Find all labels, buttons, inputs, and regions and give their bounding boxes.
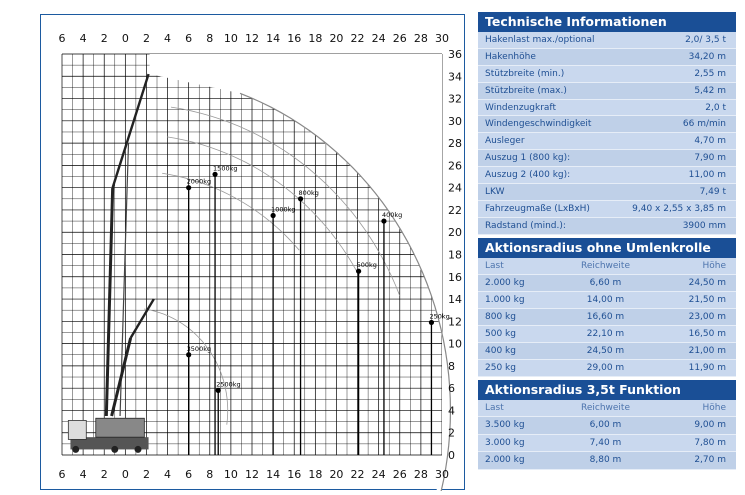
main_points-point <box>186 185 191 190</box>
x-tick-label: 24 <box>371 468 386 481</box>
x-tick-label: 30 <box>435 32 449 45</box>
funk-cell: 7,40 m <box>589 437 622 448</box>
short_points-label: 3500kg <box>186 344 212 353</box>
ohne-header-cell: Last <box>485 260 504 271</box>
ohne-cell: 6,60 m <box>589 277 622 288</box>
tech-value: 7,49 t <box>699 186 726 197</box>
tech-value: 2,0/ 3,5 t <box>685 34 726 45</box>
x-tick-label: 6 <box>185 32 193 45</box>
tech-value: 5,42 m <box>694 85 726 96</box>
y-tick-label: 20 <box>448 226 462 240</box>
x-tick-label: 16 <box>287 468 302 481</box>
load-chart-svg <box>41 15 466 491</box>
x-tick-label: 14 <box>266 468 281 481</box>
main_points-point <box>381 218 386 223</box>
x-tick-label: 0 <box>121 32 129 45</box>
ohne-header-row <box>478 258 736 275</box>
x-tick-label: 18 <box>308 32 323 45</box>
funk-row <box>478 417 736 435</box>
tech-row <box>478 201 736 218</box>
tech-label: LKW <box>485 186 505 197</box>
tech-row <box>478 218 736 235</box>
x-tick-label: 26 <box>392 32 407 45</box>
tech-value: 2,0 t <box>705 102 726 113</box>
ohne-cell: 22,10 m <box>586 328 625 339</box>
y-tick-label: 30 <box>448 114 462 128</box>
y-tick-label: 18 <box>448 248 462 262</box>
x-tick-label: 2 <box>100 468 108 481</box>
funk-cell: 3.000 kg <box>485 437 525 448</box>
ohne-row <box>478 360 736 377</box>
y-tick-label: 26 <box>448 159 462 173</box>
x-tick-label: 20 <box>329 32 344 45</box>
ohne-header-cell: Höhe <box>702 260 726 271</box>
x-tick-label: 12 <box>245 468 259 481</box>
short_points-label: 2500kg <box>216 380 241 389</box>
tech-value: 2,55 m <box>694 68 726 79</box>
y-tick-label: 32 <box>448 92 462 106</box>
main_points-label: 1000kg <box>271 205 296 214</box>
main-boom-lower <box>106 188 112 416</box>
tech-row <box>478 100 736 117</box>
tech-value: 11,00 m <box>688 170 726 181</box>
y-tick-label: 36 <box>448 48 462 61</box>
truck-wheel <box>111 446 118 453</box>
short_points-point <box>186 352 191 357</box>
x-tick-label: 6 <box>58 468 66 481</box>
radius-without-pulley-title: Aktionsradius ohne Umlenkrolle <box>478 238 736 258</box>
y-tick-label: 28 <box>448 137 462 151</box>
funk-cell: 3.500 kg <box>485 420 525 431</box>
x-tick-label: 6 <box>58 32 66 45</box>
radius-without-pulley-section <box>478 238 736 377</box>
ohne-header-cell: Reichweite <box>580 260 630 271</box>
tech-value: 9,40 x 2,55 x 3,85 m <box>632 203 726 214</box>
load-chart-diagram <box>40 14 465 490</box>
tech-label: Radstand (mind.): <box>485 220 566 231</box>
tech-label: Stützbreite (max.) <box>485 85 567 96</box>
y-tick-label: 6 <box>448 382 455 396</box>
main_points-label: 500kg <box>356 261 377 270</box>
radius-3-5t-title: Aktionsradius 3,5t Funktion <box>478 380 736 400</box>
funk-header-cell: Reichweite <box>580 402 630 413</box>
tech-row <box>478 116 736 133</box>
tech-value: 3900 mm <box>682 220 726 231</box>
x-tick-label: 10 <box>223 468 238 481</box>
y-tick-label: 12 <box>448 315 462 329</box>
funk-row <box>478 452 736 470</box>
tech-row <box>478 32 736 49</box>
ohne-cell: 400 kg <box>485 345 516 356</box>
funk-cell: 9,00 m <box>694 420 726 431</box>
x-tick-label: 22 <box>350 468 365 481</box>
inner-reach-arc <box>167 137 357 272</box>
ohne-cell: 24,50 m <box>688 277 726 288</box>
main_points-point <box>429 320 434 325</box>
tech-label: Ausleger <box>485 136 525 147</box>
main_points-point <box>356 269 361 274</box>
funk-header-cell: Last <box>485 402 504 413</box>
tech-row <box>478 83 736 100</box>
tech-value: 66 m/min <box>682 119 726 130</box>
radius-3-5t-section <box>478 380 736 470</box>
y-tick-label: 34 <box>448 70 462 84</box>
main_points-point <box>298 196 303 201</box>
ohne-cell: 500 kg <box>485 328 516 339</box>
main_points-label: 250kg <box>429 312 450 321</box>
funk-cell: 6,00 m <box>589 420 622 431</box>
funk-cell: 8,80 m <box>589 455 622 466</box>
x-tick-label: 8 <box>206 32 214 45</box>
funk-row <box>478 435 736 453</box>
main_points-label: 2000kg <box>186 177 212 186</box>
ohne-cell: 21,00 m <box>688 345 726 356</box>
x-tick-label: 4 <box>79 468 87 481</box>
ohne-row <box>478 343 736 360</box>
x-tick-label: 10 <box>223 32 238 45</box>
x-tick-label: 28 <box>413 468 428 481</box>
tech-row <box>478 49 736 66</box>
truck-crane-base <box>96 418 145 437</box>
funk-header-cell: Höhe <box>702 402 726 413</box>
tech-row <box>478 184 736 201</box>
ohne-cell: 11,90 m <box>688 362 726 373</box>
truck-wheel <box>72 446 79 453</box>
y-tick-label: 10 <box>448 337 462 351</box>
x-tick-label: 8 <box>206 468 214 481</box>
x-tick-label: 4 <box>79 32 87 45</box>
x-tick-label: 16 <box>287 32 302 45</box>
x-tick-label: 24 <box>371 32 386 45</box>
y-tick-label: 24 <box>448 181 462 195</box>
ohne-cell: 14,00 m <box>586 294 625 305</box>
x-tick-label: 12 <box>245 32 259 45</box>
ohne-cell: 2.000 kg <box>485 277 525 288</box>
y-tick-label: 8 <box>448 359 455 373</box>
tech-info-section <box>478 12 736 235</box>
y-tick-label: 14 <box>448 293 462 307</box>
main_points-label: 1500kg <box>213 164 238 173</box>
tech-value: 4,70 m <box>694 136 726 147</box>
ohne-cell: 800 kg <box>485 311 516 322</box>
ohne-row <box>478 292 736 309</box>
main_points-label: 400kg <box>381 211 403 220</box>
ohne-cell: 16,60 m <box>586 311 625 322</box>
short_points-point <box>216 388 221 393</box>
ohne-cell: 250 kg <box>485 362 516 373</box>
ohne-cell: 24,50 m <box>586 345 625 356</box>
y-tick-label: 4 <box>448 404 455 418</box>
main-boom-upper <box>113 74 149 188</box>
funk-cell: 2.000 kg <box>485 455 525 466</box>
x-tick-label: 30 <box>435 468 449 481</box>
tech-value: 7,90 m <box>694 153 726 164</box>
truck-wheel <box>135 446 142 453</box>
tech-row <box>478 133 736 150</box>
funk-cell: 7,80 m <box>694 437 726 448</box>
x-tick-label: 4 <box>164 32 172 45</box>
y-tick-label: 2 <box>448 426 455 440</box>
funk-header-row <box>478 400 736 418</box>
y-tick-label: 16 <box>448 270 462 284</box>
main_points-label: 800kg <box>298 188 319 197</box>
main_points-point <box>271 213 276 218</box>
tech-row <box>478 150 736 167</box>
main_points-point <box>212 172 217 177</box>
x-tick-label: 14 <box>266 32 281 45</box>
x-tick-label: 2 <box>142 468 150 481</box>
tech-row <box>478 66 736 83</box>
ohne-cell: 23,00 m <box>688 311 726 322</box>
tech-label: Auszug 2 (400 kg): <box>485 170 571 181</box>
tech-row <box>478 167 736 184</box>
truck-cab <box>68 420 86 439</box>
ohne-row <box>478 275 736 292</box>
x-tick-label: 6 <box>185 468 193 481</box>
x-tick-label: 18 <box>308 468 323 481</box>
tech-info-title: Technische Informationen <box>478 12 736 32</box>
tech-label: Stützbreite (min.) <box>485 68 565 79</box>
ohne-cell: 29,00 m <box>586 362 625 373</box>
x-tick-label: 20 <box>329 468 344 481</box>
x-tick-label: 0 <box>121 468 129 481</box>
y-tick-label: 0 <box>448 449 455 462</box>
y-tick-label: 22 <box>448 203 462 217</box>
x-tick-label: 22 <box>350 32 365 45</box>
tech-label: Windenzugkraft <box>485 102 556 113</box>
tech-value: 34,20 m <box>688 51 726 62</box>
tech-label: Hakenlast max./optional <box>485 34 595 45</box>
ohne-cell: 21,50 m <box>688 294 726 305</box>
x-tick-label: 26 <box>392 468 407 481</box>
tech-label: Fahrzeugmaße (LxBxH) <box>485 203 590 214</box>
x-tick-label: 4 <box>164 468 172 481</box>
short-boom-upper <box>131 299 154 338</box>
ohne-row <box>478 309 736 326</box>
ohne-row <box>478 326 736 343</box>
x-tick-label: 2 <box>100 32 108 45</box>
tech-label: Auszug 1 (800 kg): <box>485 153 571 164</box>
funk-cell: 2,70 m <box>694 455 726 466</box>
x-tick-label: 28 <box>413 32 428 45</box>
tech-label: Hakenhöhe <box>485 51 536 62</box>
ohne-cell: 1.000 kg <box>485 294 525 305</box>
x-tick-label: 2 <box>142 32 150 45</box>
tech-label: Windengeschwindigkeit <box>485 119 592 130</box>
info-panel <box>478 12 736 488</box>
ohne-cell: 16,50 m <box>688 328 726 339</box>
